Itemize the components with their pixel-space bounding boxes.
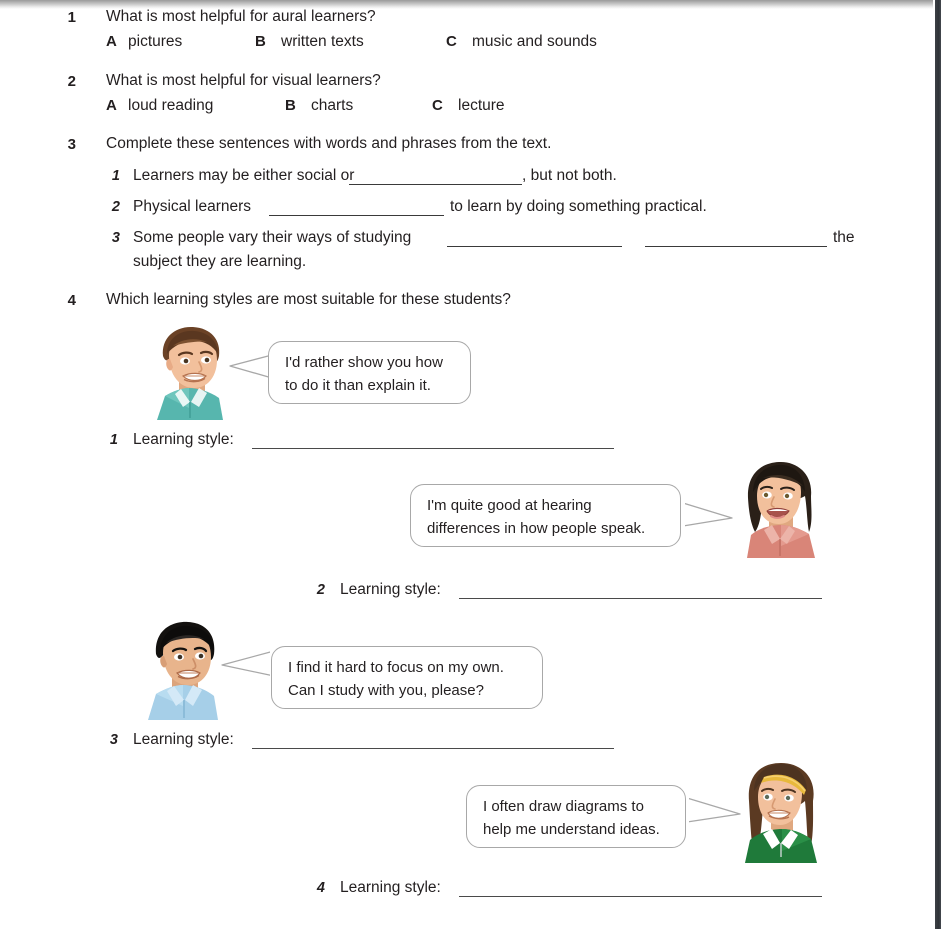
question-3-item-1-blank[interactable]	[349, 184, 522, 185]
speech-bubble-1-line-2: to do it than explain it.	[285, 376, 431, 394]
question-4-number: 4	[67, 292, 76, 309]
student-4-answer-label: Learning style:	[340, 879, 441, 896]
student-4-answer-blank[interactable]	[459, 896, 822, 897]
question-1-number: 1	[67, 9, 76, 26]
question-2-option-b-text[interactable]: charts	[311, 97, 354, 114]
question-1-prompt: What is most helpful for aural learners?	[106, 8, 376, 25]
question-1-option-a-letter: A	[106, 33, 117, 50]
question-1-option-c-letter: C	[446, 33, 457, 50]
question-1-option-b-text[interactable]: written texts	[281, 33, 364, 50]
question-1-option-a-text[interactable]: pictures	[128, 33, 183, 50]
speech-bubble-4-line-1: I often draw diagrams to	[483, 798, 644, 815]
question-3-prompt: Complete these sentences with words and phrases from the text.	[106, 135, 552, 152]
question-2-option-c-letter: C	[432, 97, 443, 114]
man-teal-polo-portrait	[143, 322, 239, 420]
question-3-item-3-before: Some people vary their ways of studying	[133, 229, 412, 246]
question-3-item-3-after: the	[833, 229, 855, 246]
question-3-item-3-blank-a[interactable]	[447, 246, 622, 247]
student-3-answer-label: Learning style:	[133, 731, 234, 748]
question-3-item-3-number: 3	[111, 230, 120, 246]
man-blue-shirt-portrait	[136, 618, 232, 720]
question-2-number: 2	[67, 73, 76, 90]
question-3-item-2-after: to learn by doing something practical.	[450, 198, 707, 215]
speech-bubble-3	[271, 646, 543, 709]
question-3-item-3-blank-b[interactable]	[645, 246, 827, 247]
student-2-answer-label: Learning style:	[340, 581, 441, 598]
question-3-item-1-before: Learners may be either social or	[133, 167, 355, 184]
speech-bubble-4-line-2: help me understand ideas.	[483, 820, 660, 838]
student-1-number: 1	[109, 432, 118, 448]
speech-bubble-2-line-2: differences in how people speak.	[427, 519, 646, 537]
speech-bubble-3-line-2: Can I study with you, please?	[288, 681, 484, 699]
student-4-number: 4	[316, 880, 325, 896]
page-right-edge	[935, 0, 941, 929]
speech-tail-2	[680, 500, 736, 534]
speech-bubble-4	[466, 785, 686, 848]
question-3-item-2-blank[interactable]	[269, 215, 444, 216]
question-3-item-3-continuation: subject they are learning.	[133, 253, 307, 270]
speech-bubble-2	[410, 484, 681, 547]
question-3-item-1-number: 1	[111, 168, 120, 184]
girl-dark-bob-portrait	[737, 458, 825, 558]
speech-bubble-3-line-1: I find it hard to focus on my own.	[288, 659, 504, 676]
student-3-number: 3	[109, 732, 118, 748]
question-2-option-a-letter: A	[106, 97, 117, 114]
question-2-option-b-letter: B	[285, 97, 296, 114]
question-3-item-2-number: 2	[111, 199, 120, 215]
question-1-option-c-text[interactable]: music and sounds	[472, 33, 597, 50]
speech-bubble-1	[268, 341, 471, 404]
student-1-answer-blank[interactable]	[252, 448, 614, 449]
question-2-prompt: What is most helpful for visual learners?	[106, 72, 381, 89]
student-2-answer-blank[interactable]	[459, 598, 822, 599]
student-1-answer-label: Learning style:	[133, 431, 234, 448]
question-3-item-2-before: Physical learners	[133, 198, 252, 215]
question-2-option-a-text[interactable]: loud reading	[128, 97, 214, 114]
student-2-number: 2	[316, 582, 325, 598]
question-4-prompt: Which learning styles are most suitable for these students?	[106, 291, 511, 308]
girl-green-sweater-portrait	[735, 757, 827, 863]
question-2-option-c-text[interactable]: lecture	[458, 97, 505, 114]
speech-bubble-1-line-1: I'd rather show you how	[285, 354, 443, 371]
student-3-answer-blank[interactable]	[252, 748, 614, 749]
question-3-item-1-after: , but not both.	[522, 167, 617, 184]
question-1-option-b-letter: B	[255, 33, 266, 50]
speech-bubble-2-line-1: I'm quite good at hearing	[427, 497, 592, 514]
question-3-number: 3	[67, 136, 76, 153]
speech-tail-4	[684, 794, 742, 828]
